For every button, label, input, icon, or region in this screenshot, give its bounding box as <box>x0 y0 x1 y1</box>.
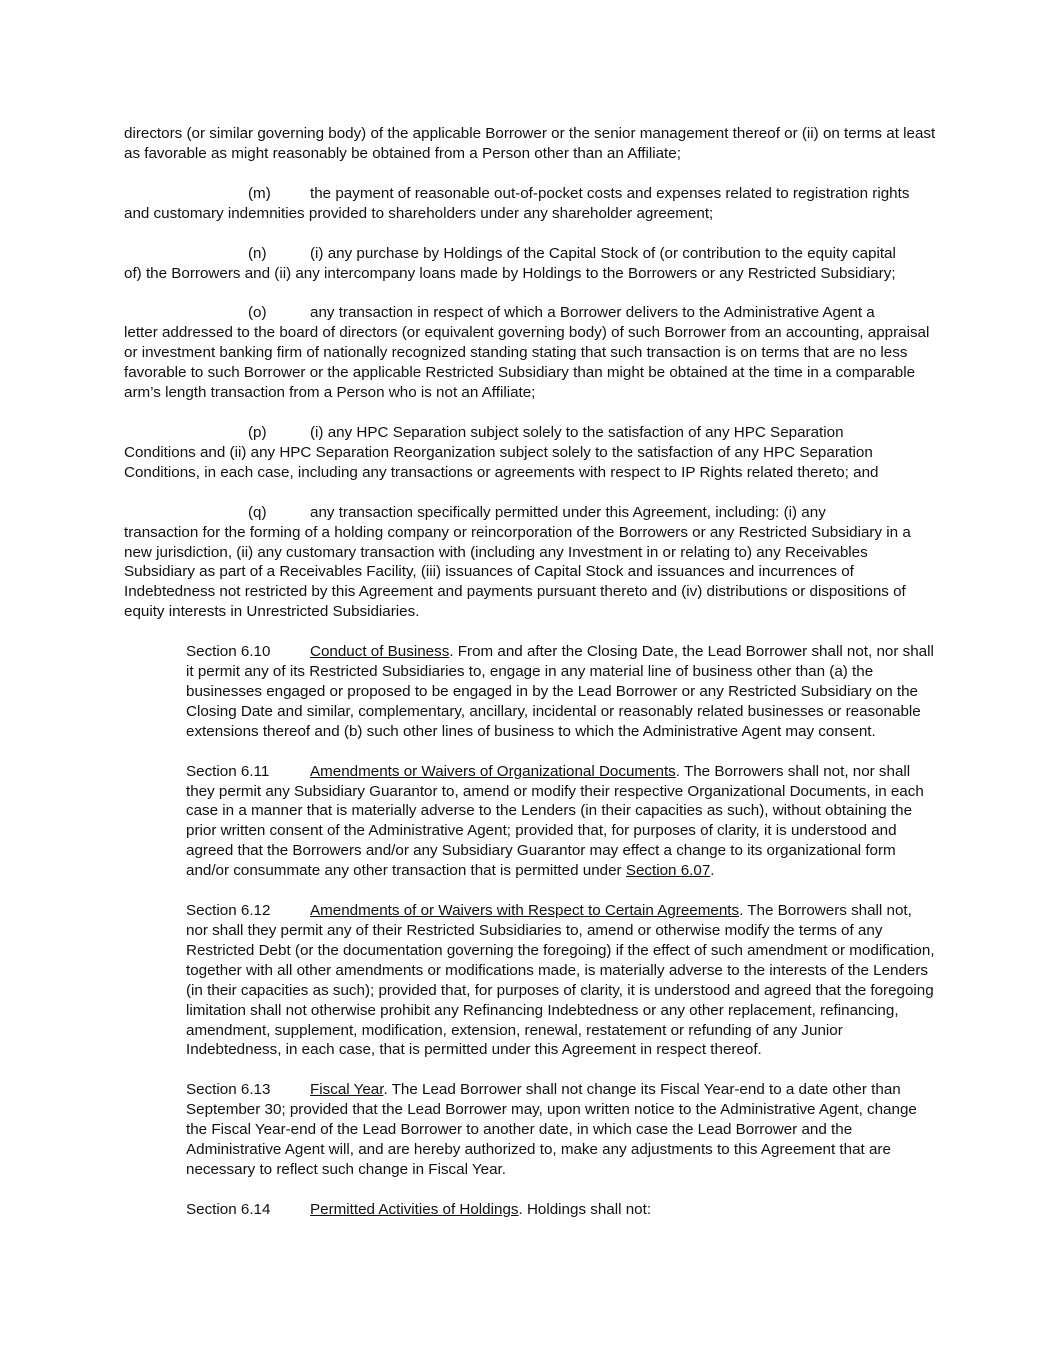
list-item-m <box>124 184 936 224</box>
item-first-line: (i) any HPC Separation subject solely to the satisfaction of any HPC Separation <box>310 423 844 441</box>
item-marker: (n) <box>248 244 267 262</box>
section-cross-reference: Section 6.07 <box>625 862 711 880</box>
item-first-line: the payment of reasonable out-of-pocket costs and expenses related to registration rights <box>310 184 910 202</box>
item-first-line: (i) any purchase by Holdings of the Capital Stock of (or contribution to the equity capital <box>310 244 896 262</box>
item-first-line: any transaction specifically permitted under this Agreement, including: (i) any <box>310 503 826 521</box>
item-marker: (p) <box>248 423 267 441</box>
section-body: . Holdings shall not: <box>518 1200 652 1218</box>
section-title: Fiscal Year <box>310 1081 384 1099</box>
list-item-p <box>124 423 936 483</box>
list-item-o <box>124 303 936 403</box>
section-6-14 <box>124 1200 936 1220</box>
item-first-line: any transaction in respect of which a Borrower delivers to the Administrative Agent a <box>310 304 875 322</box>
document-page <box>124 124 936 1240</box>
item-rest: and customary indemnities provided to shareholders under any shareholder agreement; <box>124 204 714 222</box>
section-6-13 <box>124 1080 936 1180</box>
intro-paragraph: directors (or similar governing body) of the applicable Borrower or the senior management thereof or (ii) on terms at least as favorable as might reasonably be obtained from a Person other than an Affiliate; <box>124 125 936 162</box>
section-6-10 <box>124 642 936 742</box>
item-rest: Conditions and (ii) any HPC Separation Reorganization subject solely to the satisfaction of any HPC Separation Conditions, in each case, including any transactions or agreements with respect to IP Rights related thereto; and <box>124 443 879 481</box>
item-marker: (m) <box>248 184 271 202</box>
section-6-11 <box>124 762 936 881</box>
list-item-q <box>124 503 936 622</box>
item-marker: (o) <box>248 304 267 322</box>
section-body: . From and after the Closing Date, the Lead Borrower shall not, nor shall it permit any of its Restricted Subsidiaries to, engage in any material line of business other than (a) the businesses engaged or proposed to be engaged in by the Lead Borrower or any Restricted Subsidiary on the Closing Date and similar, complementary, ancillary, incidental or reasonably related businesses or reasonable extensions thereof and (b) such other lines of business to which the Administrative Agent may consent. <box>186 643 934 740</box>
section-number: Section 6.13 <box>186 1081 271 1099</box>
section-number: Section 6.10 <box>186 643 271 661</box>
item-rest: letter addressed to the board of directors (or equivalent governing body) of such Borrower from an accounting, appraisal or investment banking firm of nationally recognized standing stating that such transaction is on terms that are no less favorable to such Borrower or the applicable Restricted Subsidiary than might be obtained at the time in a comparable arm’s length transaction from a Person who is not an Affiliate; <box>124 324 930 402</box>
section-number: Section 6.12 <box>186 902 271 920</box>
section-title: Amendments of or Waivers with Respect to Certain Agreements <box>310 902 740 920</box>
section-title: Amendments or Waivers of Organizational Documents <box>310 762 676 780</box>
section-tail: . <box>710 862 715 880</box>
list-item-n <box>124 244 936 284</box>
section-title: Permitted Activities of Holdings <box>310 1200 519 1218</box>
section-body: . The Borrowers shall not, nor shall they permit any of their Restricted Subsidiaries to, amend or otherwise modify the terms of any Restricted Debt (or the documentation governing the foregoing) if the effect of such amendment or modification, together with all other amendments or modifications made, is materially adverse to the interests of the Lenders (in their capacities as such); provided that, for purposes of clarity, it is understood and agreed that the foregoing limitation shall not otherwise prohibit any Refinancing Indebtedness or any other replacement, refinancing, amendment, supplement, modification, extension, renewal, restatement or refunding of any Junior Indebtedness, in each case, that is permitted under this Agreement in respect thereof. <box>186 902 935 1059</box>
item-marker: (q) <box>248 503 267 521</box>
section-body: . The Lead Borrower shall not change its Fiscal Year-end to a date other than September 30; provided that the Lead Borrower may, upon written notice to the Administrative Agent, change the Fiscal Year-end of the Lead Borrower to another date, in which case the Lead Borrower and the Administrative Agent will, and are hereby authorized to, make any adjustments to this Agreement that are necessary to reflect such change in Fiscal Year. <box>186 1081 917 1178</box>
item-rest: of) the Borrowers and (ii) any intercompany loans made by Holdings to the Borrowers or any Restricted Subsidiary; <box>124 264 896 282</box>
section-number: Section 6.11 <box>186 762 270 780</box>
section-body: . The Borrowers shall not, nor shall they permit any Subsidiary Guarantor to, amend or modify their respective Organizational Documents, in each case in a manner that is materially adverse to the Lenders (in their capacities as such), without obtaining the prior written consent of the Administrative Agent; provided that, for purposes of clarity, it is understood and agreed that the Borrowers and/or any Subsidiary Guarantor may effect a change to its organizational form and/or consummate any other transaction that is permitted under <box>186 762 924 880</box>
section-6-12 <box>124 901 936 1060</box>
section-number: Section 6.14 <box>186 1200 271 1218</box>
item-rest: transaction for the forming of a holding company or reincorporation of the Borrowers or any Restricted Subsidiary in a new jurisdiction, (ii) any customary transaction with (including any Investment in or relating to) any Receivables Subsidiary as part of a Receivables Facility, (iii) issuances of Capital Stock and issuances and incurrences of Indebtedness not restricted by this Agreement and payments pursuant thereto and (iv) distributions or dispositions of equity interests in Unrestricted Subsidiaries. <box>124 523 911 621</box>
section-title: Conduct of Business <box>310 643 450 661</box>
